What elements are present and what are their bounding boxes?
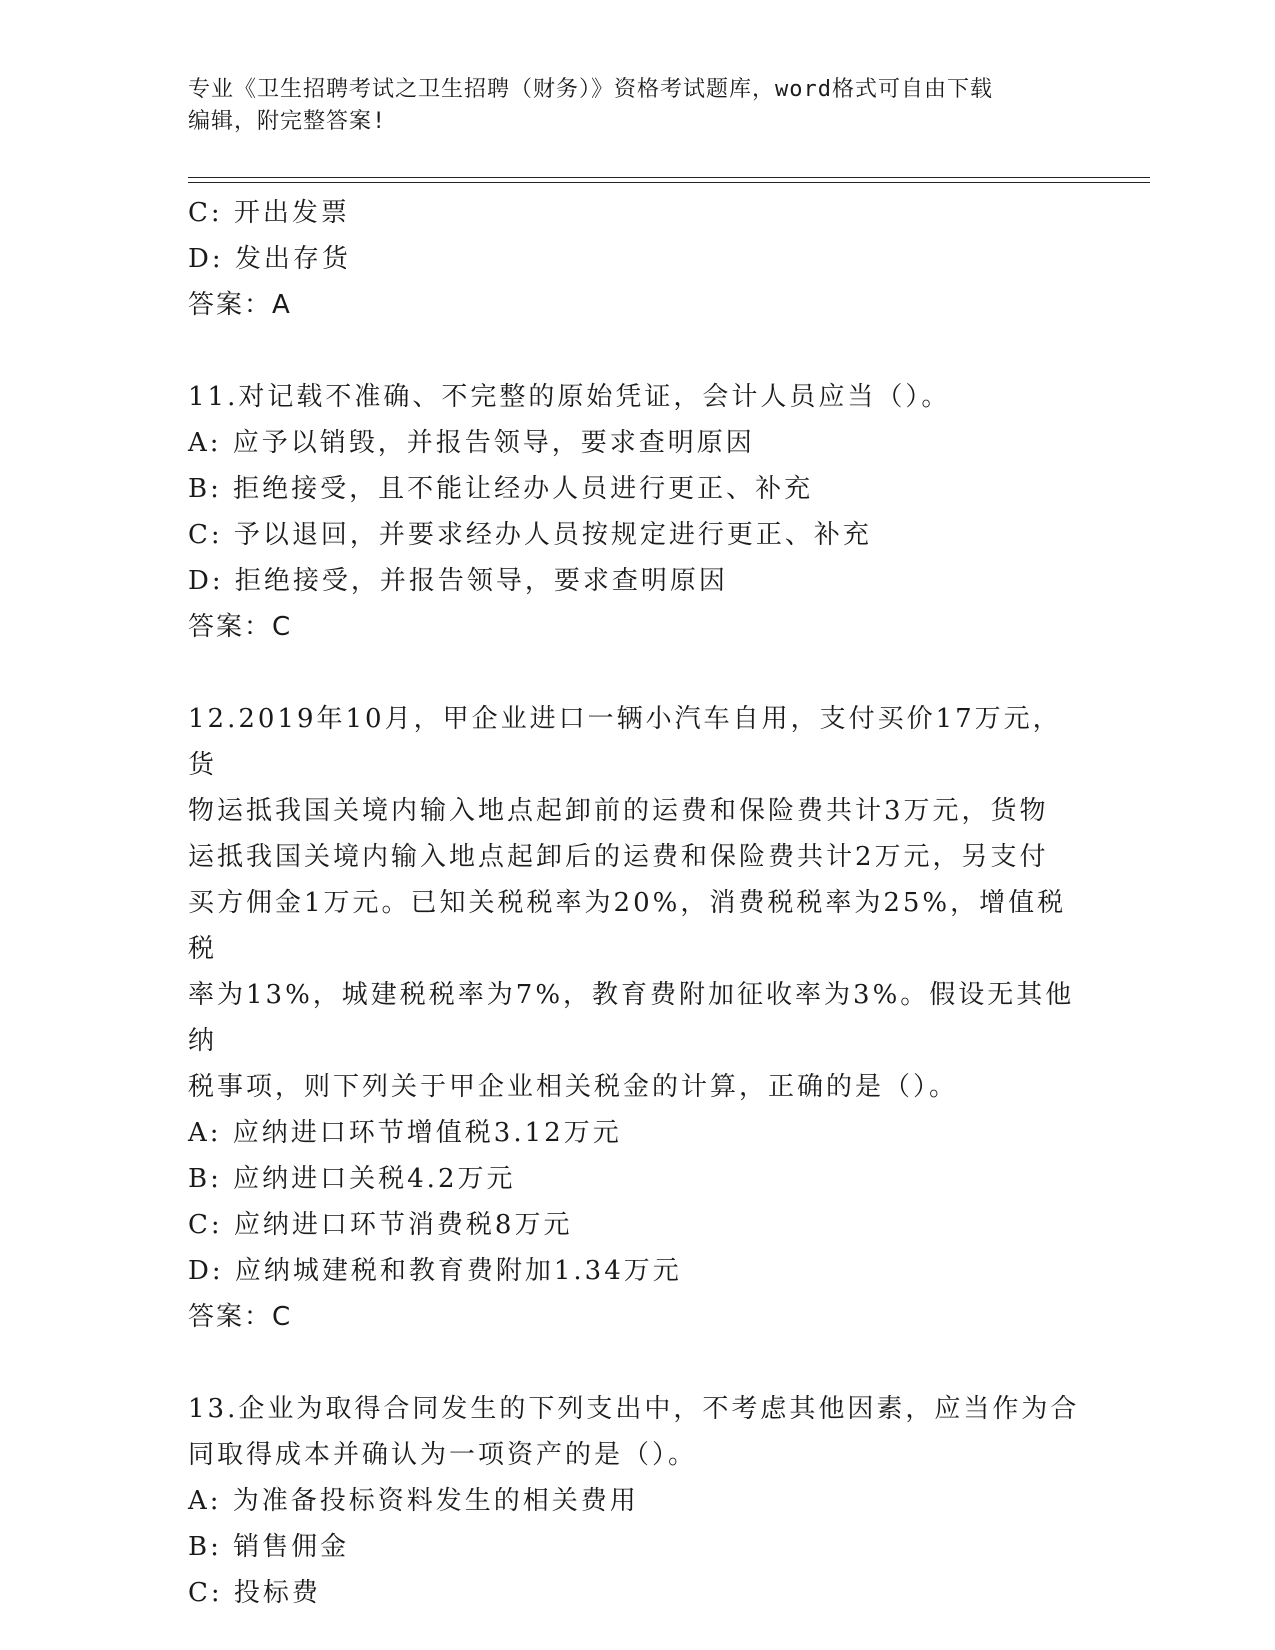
option-d: D: 拒绝接受，并报告领导，要求查明原因	[188, 566, 728, 596]
spacer	[188, 328, 1088, 374]
option-a: A: 应予以销毁，并报告领导，要求查明原因	[188, 428, 755, 458]
option-b: B: 拒绝接受，且不能让经办人员进行更正、补充	[188, 474, 814, 504]
header-title-line-2: 编辑，附完整答案!	[188, 109, 387, 134]
option-b: B: 销售佣金	[188, 1532, 350, 1562]
question-stem-line: 12.2019年10月，甲企业进口一辆小汽车自用，支付买价17万元，货	[188, 704, 1062, 780]
option-d: D: 应纳城建税和教育费附加1.34万元	[188, 1256, 682, 1286]
option-a: A: 为准备投标资料发生的相关费用	[188, 1486, 639, 1516]
question-11	[188, 374, 1088, 650]
header-divider-top	[188, 177, 1150, 178]
document-header	[188, 74, 1068, 138]
answer-line: 答案：C	[188, 1302, 293, 1332]
option-c: C: 投标费	[188, 1578, 321, 1608]
question-10	[188, 190, 1088, 328]
option-c: C: 开出发票	[188, 198, 350, 228]
spacer	[188, 1340, 1088, 1386]
header-title-line-1: 专业《卫生招聘考试之卫生招聘（财务）》资格考试题库，word格式可自由下载	[188, 77, 993, 102]
question-stem-line: 物运抵我国关境内输入地点起卸前的运费和保险费共计3万元，货物	[188, 796, 1049, 826]
question-stem-line: 运抵我国关境内输入地点起卸后的运费和保险费共计2万元，另支付	[188, 842, 1049, 872]
option-b: B: 应纳进口关税4.2万元	[188, 1164, 516, 1194]
question-stem-line: 买方佣金1万元。已知关税税率为20%，消费税税率为25%，增值税税	[188, 888, 1067, 964]
option-c: C: 应纳进口环节消费税8万元	[188, 1210, 573, 1240]
question-stem: 11.对记载不准确、不完整的原始凭证，会计人员应当（）。	[188, 382, 951, 412]
spacer	[188, 650, 1088, 696]
option-a: A: 应纳进口环节增值税3.12万元	[188, 1118, 622, 1148]
answer-line: 答案：C	[188, 612, 293, 642]
option-c: C: 予以退回，并要求经办人员按规定进行更正、补充	[188, 520, 872, 550]
question-content	[188, 190, 1088, 1616]
question-stem-line: 同取得成本并确认为一项资产的是（）。	[188, 1440, 698, 1470]
header-divider-bottom	[188, 182, 1150, 183]
question-stem-line: 率为13%，城建税税率为7%，教育费附加征收率为3%。假设无其他纳	[188, 980, 1075, 1056]
question-stem-line: 税事项，则下列关于甲企业相关税金的计算，正确的是（）。	[188, 1072, 959, 1102]
answer-line: 答案：A	[188, 290, 292, 320]
question-12	[188, 696, 1088, 1340]
option-d: D: 发出存货	[188, 244, 351, 274]
question-stem-line: 13.企业为取得合同发生的下列支出中，不考虑其他因素，应当作为合	[188, 1394, 1080, 1424]
question-13	[188, 1386, 1088, 1616]
